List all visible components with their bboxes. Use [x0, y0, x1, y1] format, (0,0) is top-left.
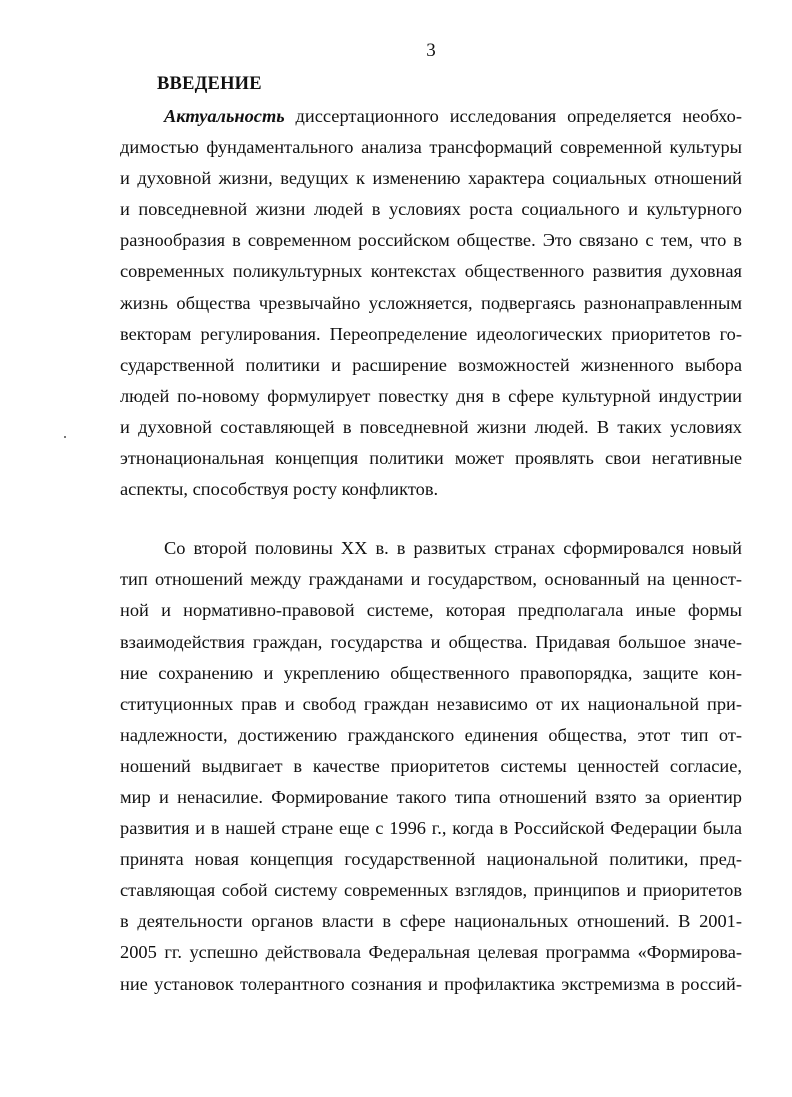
paragraph-2-line: ние установок толерантного сознания и профилактика экстремизма в россий- [120, 973, 742, 994]
paragraph-1-line: жизнь общества чрезвычайно усложняется, подвергаясь разнонаправленным [120, 292, 742, 313]
paragraph-2-line: 2005 гг. успешно действовала Федеральная целевая программа «Формирова- [120, 942, 742, 963]
paragraph-1-line: и духовной жизни, ведущих к изменению характера социальных отношений [120, 168, 742, 189]
paragraph-1-line: сударственной политики и расширение возможностей жизненного выбора [120, 354, 742, 375]
paragraph-2-line: ношений выдвигает в качестве приоритетов системы ценностей согласие, [120, 755, 742, 776]
paragraph-2-line: надлежности, достижению гражданского единения общества, этот тип от- [120, 724, 742, 745]
paragraph-2-line: ние сохранению и укреплению общественного правопорядка, защите кон- [120, 662, 742, 683]
document-body [120, 101, 742, 1000]
paragraph-2-line: ной и нормативно-правовой системе, которая предполагала иные формы [120, 600, 742, 621]
scan-speck [64, 436, 66, 438]
paragraph-1-line: и духовной составляющей в повседневной жизни людей. В таких условиях [120, 416, 742, 437]
paragraph-1-line: этнонациональная концепция политики может проявлять свои негативные [120, 448, 742, 469]
paragraph-1-line-1-rest: диссертационного исследования определяется необхо- [295, 106, 742, 126]
paragraph-2-line: взаимодействия граждан, государства и общества. Придавая большое значе- [120, 631, 742, 652]
paragraph-gap [120, 505, 742, 533]
paragraph-2-line: развития и в нашей стране еще с 1996 г., когда в Российской Федерации была [120, 818, 742, 839]
paragraph-2-line: ставляющая собой систему современных взглядов, принципов и приоритетов [120, 880, 742, 901]
paragraph-2-line: тип отношений между гражданами и государством, основанный на ценност- [120, 569, 742, 590]
paragraph-2-line: в деятельности органов власти в сфере национальных отношений. В 2001- [120, 911, 742, 932]
paragraph-2-line-1: Со второй половины XX в. в развитых странах сформировался новый [164, 538, 742, 559]
paragraph-1-line: димостью фундаментального анализа трансформаций современной культуры [120, 137, 742, 158]
paragraph-1-line: векторам регулирования. Переопределение идеологических приоритетов го- [120, 323, 742, 344]
paragraph-1-line: современных поликультурных контекстах общественного развития духовная [120, 261, 742, 282]
paragraph-2-line: принята новая концепция государственной национальной политики, пред- [120, 849, 742, 870]
paragraph-1-line-1 [120, 101, 742, 132]
lead-word: Актуальность [164, 106, 285, 126]
paragraph-1-line: разнообразия в современном российском обществе. Это связано с тем, что в [120, 230, 742, 251]
paragraph-2-line: мир и ненасилие. Формирование такого типа отношений взято за ориентир [120, 786, 742, 807]
paragraph-1-last-line: аспекты, способствуя росту конфликтов. [120, 479, 439, 500]
section-heading: ВВЕДЕНИЕ [157, 74, 262, 94]
paragraph-1-line: и повседневной жизни людей в условиях роста социального и культурного [120, 199, 742, 220]
paragraph-2-line: ституционных прав и свобод граждан независимо от их национальной при- [120, 693, 742, 714]
page-number: 3 [426, 40, 436, 61]
paragraph-1-line: людей по-новому формулирует повестку дня в сфере культурной индустрии [120, 385, 742, 406]
